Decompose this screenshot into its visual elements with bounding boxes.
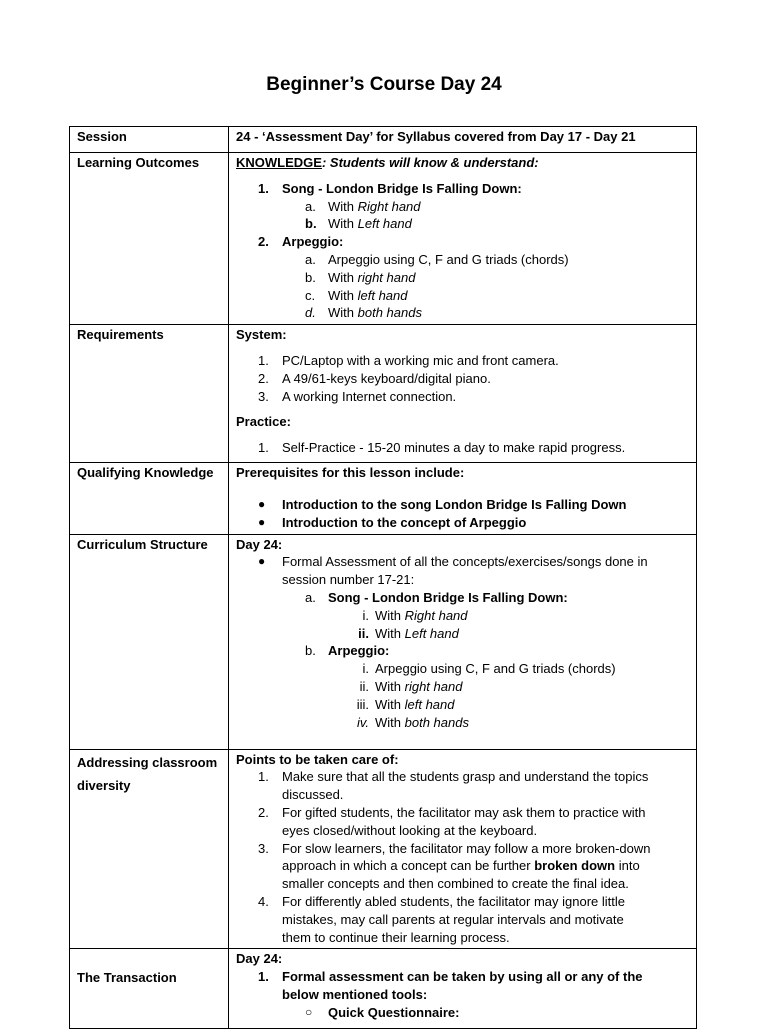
table-row-transaction [70,949,697,1029]
classroom-diversity-label: Addressing classroom diversity [70,749,229,949]
day-heading: Day 24: [236,951,283,967]
table-row-learning-outcomes [70,153,697,325]
classroom-diversity-content [229,749,697,949]
list-item: 1. PC/Laptop with a working mic and front camera. [258,352,559,368]
table-row-qualifying-knowledge [70,463,697,534]
list-item: 1. Song - London Bridge Is Falling Down: [258,180,522,196]
table-row-session [70,127,697,153]
list-item-continuation: approach in which a concept can be further broken down into [282,858,640,874]
curriculum-structure-content [229,534,697,749]
list-item: b. With Left hand [305,216,412,232]
list-item: 2. For gifted students, the facilitator may ask them to practice with [258,804,646,820]
list-item-continuation: smaller concepts and then combined to create the final idea. [282,876,629,892]
list-item-continuation: mistakes, may call parents at regular intervals and motivate [282,911,624,927]
list-item: ii. With Left hand [358,625,459,641]
list-item: i. Arpeggio using C, F and G triads (chords) [362,661,616,677]
list-item: 2. Arpeggio: [258,234,344,250]
list-item: c. With left hand [305,287,408,303]
prerequisites-heading: Prerequisites for this lesson include: [236,465,465,481]
list-item-continuation: below mentioned tools: [282,986,428,1002]
list-item: a. Arpeggio using C, F and G triads (chords) [305,251,569,267]
points-heading: Points to be taken care of: [236,751,399,767]
list-item: ● Introduction to the song London Bridge Is Falling Down [258,496,627,512]
list-item: a. Song - London Bridge Is Falling Down: [305,589,568,605]
list-item: b. With right hand [305,269,416,285]
list-item: 3. A working Internet connection. [258,388,457,404]
list-item: 1. Make sure that all the students grasp and understand the topics [258,769,649,785]
transaction-label: The Transaction [70,949,229,1029]
system-heading: System: [236,327,287,343]
page-title: Beginner’s Course Day 24 [266,74,502,95]
knowledge-heading: KNOWLEDGE: Students will know & understand: [236,155,539,170]
list-item-continuation: them to continue their learning process. [282,929,510,945]
list-item: i. With Right hand [362,607,468,623]
list-item: ● Formal Assessment of all the concepts/exercises/songs done in [258,554,648,570]
session-label: Session [70,127,229,153]
list-item: 3. For slow learners, the facilitator may follow a more broken-down [258,840,651,856]
list-item: ii. With right hand [359,678,463,694]
list-item: b. Arpeggio: [305,643,390,659]
list-item: iii. With left hand [356,696,455,712]
list-item: a. With Right hand [305,198,421,214]
table-row-requirements [70,325,697,463]
list-item-continuation: eyes closed/without looking at the keyboard. [282,822,538,838]
list-item-continuation: session number 17-21: [282,572,415,588]
list-item-continuation: discussed. [282,787,344,803]
learning-outcomes-content [229,153,697,325]
qualifying-knowledge-content [229,463,697,534]
list-item: ● Introduction to the concept of Arpeggio [258,514,527,530]
requirements-label: Requirements [70,325,229,463]
qualifying-knowledge-label: Qualifying Knowledge [70,463,229,534]
list-item: 1. Formal assessment can be taken by using all or any of the [258,969,643,985]
list-item: ○ Quick Questionnaire: [305,1004,460,1020]
list-item: 4. For differently abled students, the facilitator may ignore little [258,893,625,909]
table-row-classroom-diversity [70,749,697,949]
curriculum-structure-label: Curriculum Structure [70,534,229,749]
transaction-content [229,949,697,1029]
table-row-curriculum-structure [70,534,697,749]
learning-outcomes-label: Learning Outcomes [70,153,229,325]
list-item: iv. With both hands [356,714,469,730]
day-heading: Day 24: [236,536,283,552]
session-value: 24 - ‘Assessment Day’ for Syllabus covered from Day 17 - Day 21 [229,127,697,153]
list-item: 1. Self-Practice - 15-20 minutes a day to make rapid progress. [258,440,626,456]
requirements-content [229,325,697,463]
lesson-plan-table [69,126,697,1029]
list-item: d. With both hands [305,305,422,321]
list-item: 2. A 49/61-keys keyboard/digital piano. [258,370,491,386]
practice-heading: Practice: [236,414,291,430]
